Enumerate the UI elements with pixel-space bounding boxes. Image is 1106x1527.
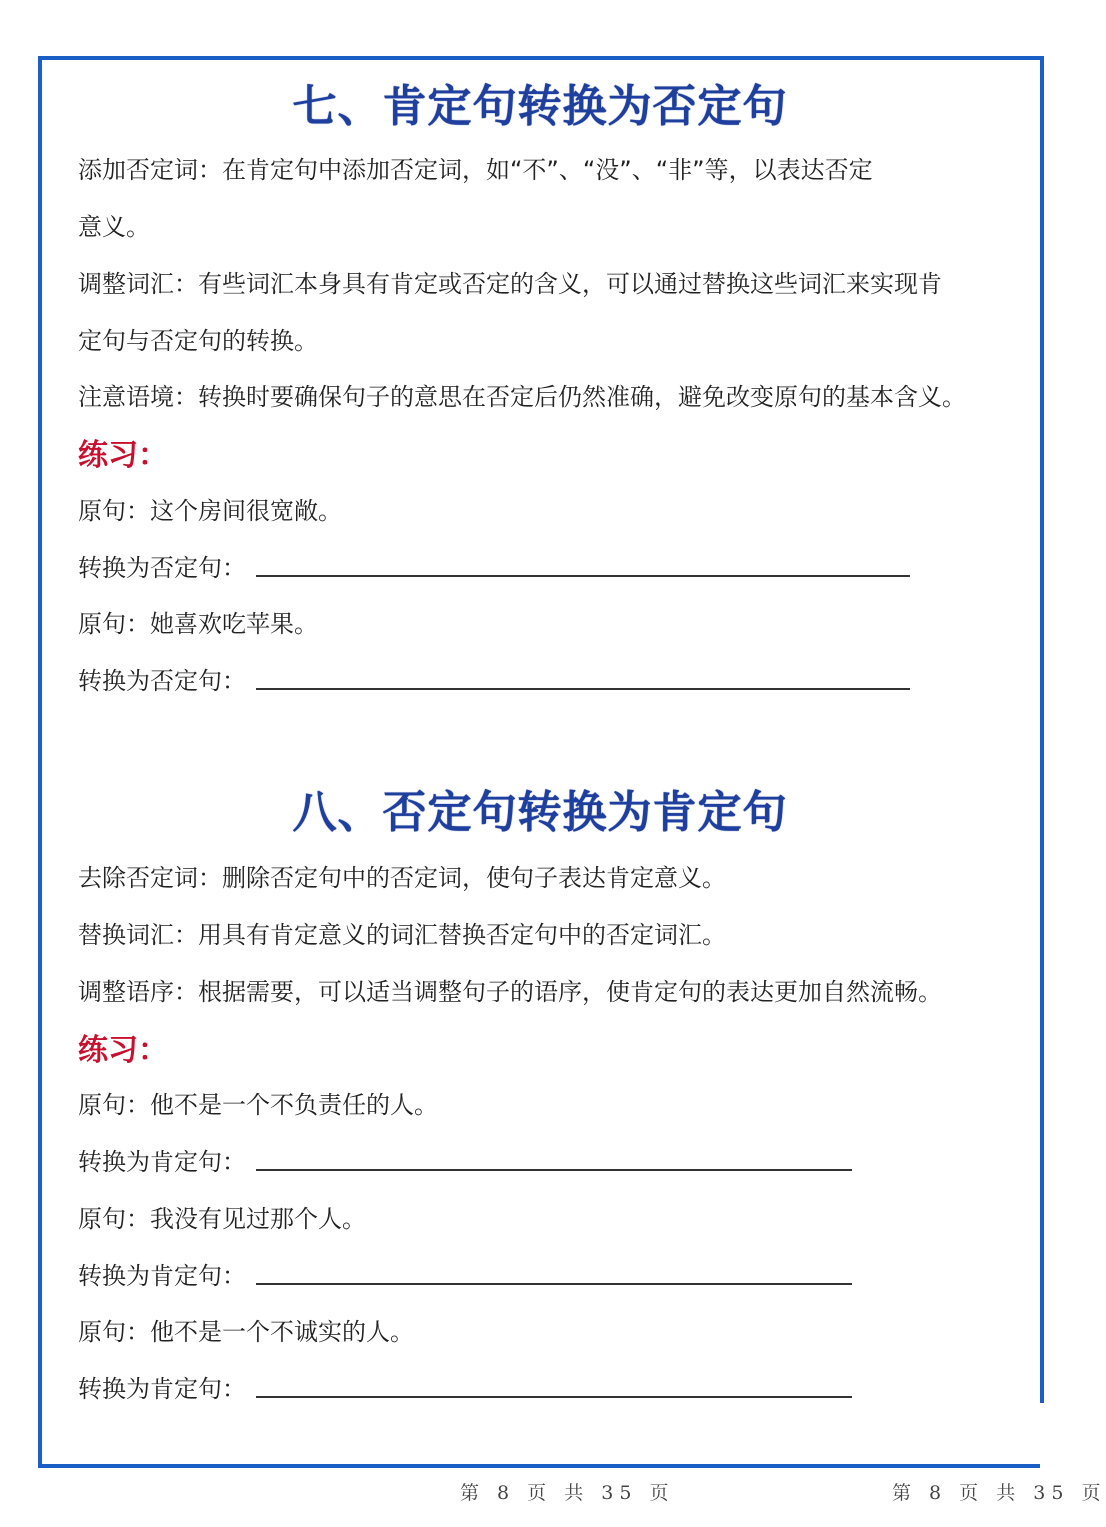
section7-title: 七、肯定句转换为否定句 (292, 81, 788, 132)
answer-blank[interactable] (256, 688, 910, 690)
exercise-original: 原句：我没有见过那个人。 (78, 1205, 366, 1233)
page-number-footer: 第 8 页 共 35 页 (460, 1482, 675, 1504)
section8-paragraph: 去除否定词：删除否定句中的否定词，使句子表达肯定意义。 (78, 864, 726, 892)
section7-paragraph: 添加否定词：在肯定句中添加否定词，如“不”、“没”、“非”等，以表达否定 (78, 156, 873, 184)
section8-paragraph: 替换词汇：用具有肯定意义的词汇替换否定句中的否定词汇。 (78, 921, 726, 949)
section7-paragraph: 意义。 (78, 213, 150, 241)
section7-paragraph: 调整词汇：有些词汇本身具有肯定或否定的含义，可以通过替换这些词汇来实现肯 (78, 270, 942, 298)
section8-title: 八、否定句转换为肯定句 (292, 787, 788, 838)
section8-practice-label: 练习： (78, 1033, 168, 1068)
answer-blank[interactable] (256, 1169, 852, 1171)
answer-blank[interactable] (256, 1283, 852, 1285)
exercise-prompt: 转换为否定句： (78, 554, 246, 582)
section8-paragraph: 调整语序：根据需要，可以适当调整句子的语序，使肯定句的表达更加自然流畅。 (78, 978, 942, 1006)
answer-blank[interactable] (256, 1396, 852, 1398)
exercise-prompt: 转换为肯定句： (78, 1375, 246, 1403)
page-number-footer: 第 8 页 共 35 页 (892, 1482, 1106, 1504)
answer-blank[interactable] (256, 575, 910, 577)
page-frame-right-edge (1040, 56, 1044, 1403)
exercise-prompt: 转换为否定句： (78, 667, 246, 695)
section7-paragraph: 注意语境：转换时要确保句子的意思在否定后仍然准确，避免改变原句的基本含义。 (78, 383, 966, 411)
section7-paragraph: 定句与否定句的转换。 (78, 327, 318, 355)
exercise-prompt: 转换为肯定句： (78, 1148, 246, 1176)
exercise-prompt: 转换为肯定句： (78, 1262, 246, 1290)
exercise-original: 原句：这个房间很宽敞。 (78, 497, 342, 525)
section7-practice-label: 练习： (78, 438, 168, 473)
exercise-original: 原句：他不是一个不负责任的人。 (78, 1091, 438, 1119)
exercise-original: 原句：她喜欢吃苹果。 (78, 610, 318, 638)
exercise-original: 原句：他不是一个不诚实的人。 (78, 1318, 414, 1346)
